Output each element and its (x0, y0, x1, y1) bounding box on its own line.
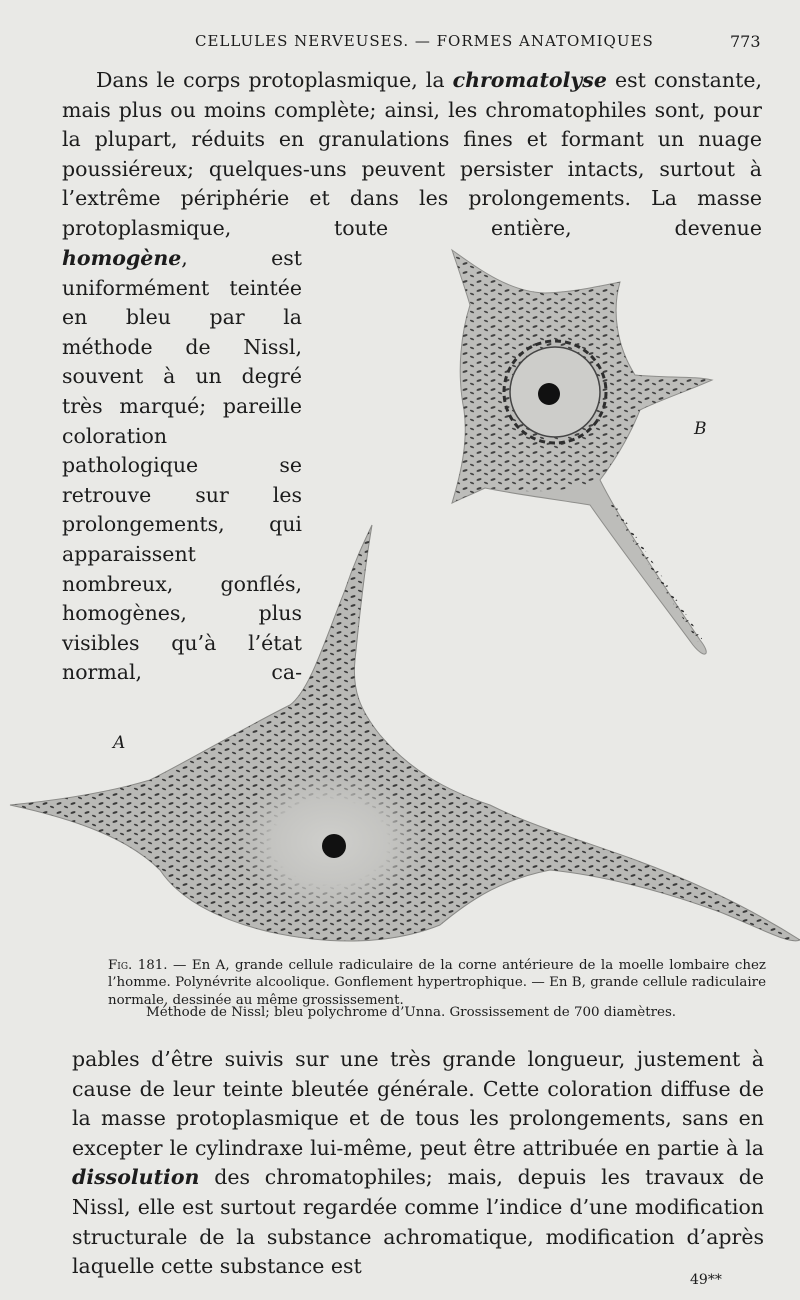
paragraph-top-text-1: Dans le corps protoplasmique, la (96, 68, 453, 92)
running-title: CELLULES NERVEUSES. — FORMES ANATOMIQUES (195, 32, 654, 50)
caption-method: Méthode de Nissl; bleu polychrome d’Unna. Grossissement de 700 diamètres. (146, 1005, 677, 1020)
neuron-b-nucleolus (538, 383, 560, 405)
signature-mark: 49** (690, 1272, 722, 1288)
emphasis-homogene: homogène (62, 246, 182, 270)
neuron-b (452, 250, 712, 654)
neuron-a-nucleolus (322, 834, 346, 858)
emphasis-dissolution: dissolution (72, 1165, 200, 1190)
paragraph-bottom (72, 1045, 764, 1282)
figure-label-b: B (694, 419, 707, 439)
figure-181 (0, 230, 800, 955)
neuron-a (10, 525, 800, 941)
paragraph-top (62, 66, 762, 244)
figure-label-a: A (113, 733, 126, 753)
paragraph-bottom-text-2: des chromatophiles; mais, depuis les travaux de Nissl, elle est surtout regardée comme l’indice d’une modification structurale de la substance achromatique, modification d’après laquelle cette substance est (72, 1165, 764, 1279)
figure-caption (108, 957, 766, 1009)
paragraph-top-text-2: est constante, mais plus ou moins complète; ainsi, les chromatophiles sont, pour la plupart, réduits en granulations fines et formant un nuage poussiéreux; quelques-uns peuvent persister intacts, surtout à l’extrême périphérie et dans les prolongements. La masse protoplasmique, toute entière, devenue (62, 68, 762, 240)
caption-figure-number: Fig. 181. (108, 958, 168, 973)
paragraph-narrow-text: , est uniformément teintée en bleu par la méthode de Nissl, souvent à un degré très marqué; pareille coloration pathologique se retrouve sur les prolongements, qui apparaissent nombreux, gonflés, homogènes, plus visibles qu’à l’état normal, ca- (62, 246, 302, 685)
running-header (0, 30, 800, 60)
neuron-illustration (0, 230, 800, 955)
emphasis-chromatolyse: chromatolyse (452, 68, 607, 92)
page-number: 773 (730, 32, 761, 51)
caption-text: — En A, grande cellule radiculaire de la corne antérieure de la moelle lombaire chez l’homme. Polynévrite alcoolique. Gonflement hypertrophique. — En B, grande cellule radiculaire normale, dessinée au même grossissement. (108, 958, 766, 1008)
paragraph-bottom-text-1: pables d’être suivis sur une très grande longueur, justement à cause de leur teinte bleutée générale. Cette coloration diffuse de la masse protoplasmique et de tous les prolongements, sans en excepter le cylindraxe lui-même, peut être attribuée en partie à la (72, 1047, 764, 1160)
